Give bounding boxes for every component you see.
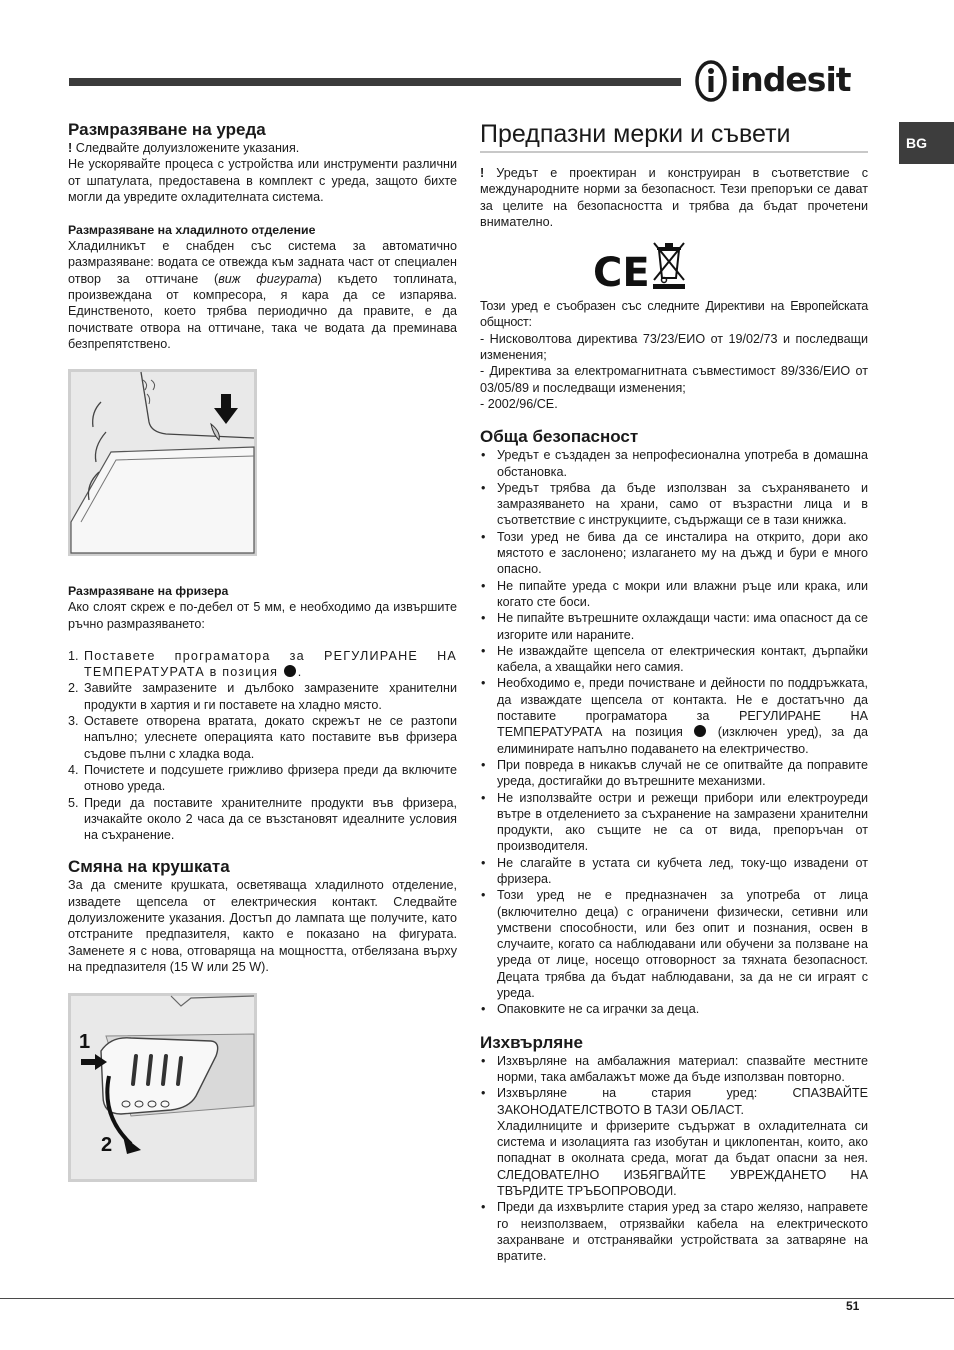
bulb-paragraph: За да смените крушката, осветяваща хладилното отделение, извадете щепсела от електрическия контакт. Следвайте долуизложените указания. Достъп до лампата ще получите, като отстраните предпазителя, както е показано на фигурата. Заменете я с нова, отговаряща на мощността, отбелязана върху на предпазителя (15 W или 25 W). (68, 878, 457, 974)
step-number: 4. (68, 762, 79, 777)
language-tab: BG (899, 122, 954, 164)
directive-line: - Директива за електромагнитната съвместимост 89/336/ЕИО от 03/05/89 и последващи изменения; (480, 364, 868, 395)
off-position-icon (694, 725, 706, 737)
list-item: • Опаковките не са играчки за деца. (480, 1001, 868, 1017)
defrost-note-text: Следвайте долуизложените указания. (75, 141, 300, 155)
fridge-drain-figure (68, 369, 257, 556)
step-text: Завийте замразените и дълбоко замразените хранителни продукти в хартия и ги поставете на хладно място. (84, 681, 457, 712)
fridge-defrost-paragraph (68, 238, 457, 352)
warning-mark: ! (480, 166, 485, 180)
warning-mark: ! (68, 141, 73, 155)
step-item (68, 762, 457, 795)
step-number: 3. (68, 714, 79, 729)
list-item: • Не пипайте уреда с мокри или влажни ръце или крака, или когато сте боси. (480, 578, 868, 611)
freezer-defrost-paragraph: Ако слоят скреж е по-дебел от 5 мм, е необходимо да извършите ръчно размразяването: (68, 600, 457, 631)
list-item: • Не слагайте в устата си кубчета лед, току-що извадени от фризера. (480, 855, 868, 888)
page-number: 51 (846, 1299, 860, 1313)
fridge-para-a: Хладилникът е снабден със система за автоматично размразяване: водата се отвежда към задната част от специален отвор за оттичане ( (68, 239, 457, 286)
weee-bin-icon (651, 240, 687, 290)
list-item: • Този уред не бива да се инсталира на открито, дори ако мястото е заслонено; излагането му на дъжд и бури е много опасно. (480, 529, 868, 578)
list-item (480, 675, 868, 756)
compliance-marks (593, 240, 868, 297)
defrost-paragraph: Не ускорявайте процеса с устройства или инструменти различни от шпатулата, предоставена в комплект с уреда, защото бихте могли да увредите охладителната система. (68, 157, 457, 204)
list-item: • Изхвърляне на амбалажния материал: спазвайте местните норми, така амбалажът може да бъде използван повторно. (480, 1053, 868, 1086)
fridge-para-b: ) където топлината, произвеждана от компресора, я кара да се изпарява. Единственото, което трябва периодично да правите, е да почиствате отвора на оттичане, така че водата да преминава безпрепятствено. (68, 271, 457, 351)
right-column (480, 117, 868, 1265)
step-text: Преди да поставите хранителните продукти във фризера, изчакайте около 2 часа да се възстановят идеалните условия на съхранение. (84, 795, 457, 843)
safety-list (480, 447, 868, 1017)
step-2-label: 2 (101, 1134, 113, 1157)
bulb-title: Смяна на крушката (68, 857, 230, 877)
brand-name: indesit (730, 60, 851, 99)
step-item (68, 713, 457, 762)
disposal-title: Изхвърляне (480, 1032, 583, 1052)
list-item: • При повреда в никакъв случай не се опитвайте да поправите уреда, достигайки до вътрешните механизми. (480, 757, 868, 790)
page-title: Предпазни мерки и съвети (480, 117, 868, 153)
directive-line: - 2002/96/CE. (480, 396, 558, 411)
step-item: 1. Поставете програматора за РЕГУЛИРАНЕ НА ТЕМПЕРАТУРАТА в позиция . (68, 648, 457, 680)
safety-title: Обща безопасност (480, 427, 639, 447)
step-number: 2. (68, 681, 79, 696)
step-text: Оставете отворена вратата, докато скрежът не се разтопи напълно; улеснете операцията като поставите във фризера съдове пълни с хладка вода. (84, 714, 457, 761)
brand-logo-icon (694, 58, 730, 104)
svg-text:CE: CE (593, 250, 650, 297)
fridge-drain-illustration (71, 372, 254, 553)
freezer-steps (68, 648, 457, 844)
list-item: • Уредът е създаден за непрофесионална употреба в домашна обстановка. (480, 447, 868, 480)
step-text: Поставете програматора за РЕГУЛИРАНЕ НА ТЕМПЕРАТУРАТА в позиция (84, 648, 457, 680)
list-item: • Изхвърляне на стария уред: СПАЗВАЙТЕ ЗАКОНОДАТЕЛСТВОТО В ТАЗИ ОБЛАСТ. Хладилниците и фризерите съдържат в охладителната си система и изолацията газ изобутан и циклопентан, които, ако попаднат в околната среда, могат да бъдат опасни за нея. СЛЕДОВАТЕЛНО ИЗБЯГВАЙТЕ УВРЕЖДАНЕТО НА ТВЪРДИТЕ ТРЪБОПРОВОДИ. (480, 1085, 868, 1199)
intro-text: Уредът е проектиран и конструиран в съответствие с международните норми за безопасност. Тези препоръки се дават за целите на безопасността и трябва да бъдат прочетени внимателно. (480, 166, 868, 229)
list-item: • Не използвайте остри и режещи прибори или електроуреди вътре в отделението за съхранение на замразени хранителни продукти, ако същите не са от вида, препоръчан от производителя. (480, 790, 868, 855)
list-item: • Уредът трябва да бъде използван за съхраняването и замразяването на храни, само от възрастни лица и в съответствие с инструкциите, съдържащи се в тази книжка. (480, 480, 868, 529)
ce-mark-icon (593, 250, 650, 297)
disposal-list (480, 1053, 868, 1265)
defrost-title: Размразяване на уреда (68, 120, 266, 139)
off-position-icon (284, 665, 296, 677)
step-number: 1. (68, 648, 79, 663)
header-rule (69, 78, 681, 86)
step-item (68, 680, 457, 713)
unplug-text-b: (изключен уред), за да елиминирате напълно подаването на електричество. (497, 725, 868, 756)
step-text: Почистете и подсушете грижливо фризера преди да включите отново уреда. (84, 762, 457, 794)
fridge-defrost-subtitle: Размразяване на хладилното отделение (68, 223, 316, 238)
bulb-cover-figure (68, 993, 257, 1182)
intro-paragraph (480, 165, 868, 230)
freezer-defrost-subtitle: Размразяване на фризера (68, 584, 229, 599)
list-item: • Не пипайте вътрешните охлаждащи части: има опасност да се изгорите или нараните. (480, 610, 868, 643)
list-item: • Този уред не е предназначен за употреба от лица (включително деца) с ограничени физически, сетивни или умствени способности, или без опит и познания, освен в случаите, когато са наблюдавани или обучени за ползване на уреда от лице, носещо отговорност за тяхната безопасност. Децата трябва да бъдат наблюдавани, за да не си играят с уреда. (480, 887, 868, 1001)
directive-line: Този уред е съобразен със следните Директиви на Европейската общност: (480, 299, 868, 330)
list-item: • Не изваждайте щепсела от електрическия контакт, дърпайки кабела, а хващайки него самия. (480, 643, 868, 676)
unplug-text-a: Необходимо е, преди почистване и дейности по поддръжката, да изваждате щепсела от контакта. Не е достатъчно да поставите програматора за РЕГУЛИРАНЕ НА ТЕМПЕРАТУРАТА на позиция (497, 676, 868, 740)
step-item (68, 795, 457, 844)
left-column (68, 120, 457, 1182)
directive-line: - Нисковолтова директива 73/23/ЕИО от 19/02/73 и последващи изменения; (480, 331, 868, 363)
fridge-para-italic: виж фигурата (218, 271, 318, 286)
list-item: • Преди да изхвърлите стария уред за старо желязо, направете го неизползваем, отрязвайки кабела на електрическото захранване и отстранявайки устройствата за затваряне на вратите. (480, 1199, 868, 1264)
step-number: 5. (68, 795, 79, 810)
brand-logo (694, 58, 870, 104)
step-1-label: 1 (79, 1031, 91, 1054)
defrost-note (68, 140, 457, 156)
bulb-cover-illustration (71, 996, 254, 1179)
footer-rule (0, 1298, 954, 1299)
